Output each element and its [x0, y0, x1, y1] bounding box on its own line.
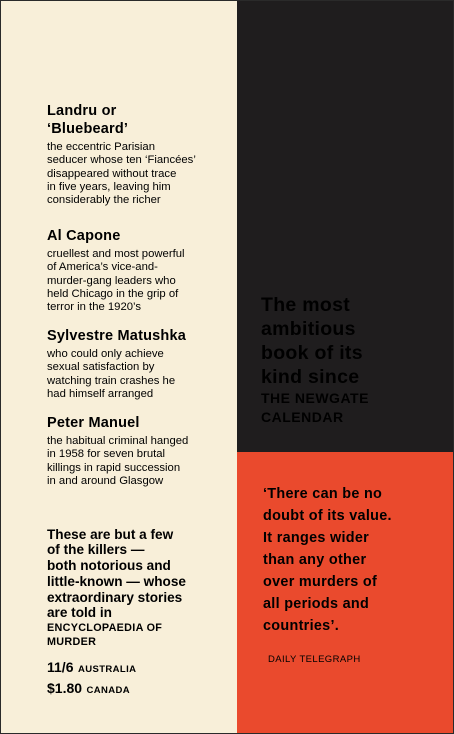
killer-name: Sylvestre Matushka [47, 328, 186, 344]
book-title: ENCYCLOPAEDIA OF MURDER [47, 621, 163, 648]
price-region: AUSTRALIA [77, 664, 137, 675]
killer-entry-matushka [47, 327, 233, 401]
killer-description: cruellest and most powerful of America’s vice-and- murder-gang leaders who held Chicago in the grip of terror in the 1920’s [47, 248, 185, 314]
killer-description: who could only achieve sexual satisfaction by watching train crashes he had himself arranged [47, 348, 176, 400]
tagline-text: The most ambitious book of its kind since [261, 294, 363, 388]
killer-name: Landru or ‘Bluebeard’ [47, 103, 129, 137]
killer-description: the habitual criminal hanged in 1958 for seven brutal killings in rapid succession in and around Glasgow [47, 435, 189, 487]
price-canada [47, 680, 233, 698]
killer-description: the eccentric Parisian seducer whose ten ‘Fiancées’ disappeared without trace in five years, leaving him considerably the richer [47, 141, 196, 207]
summary-text [47, 511, 233, 665]
price-region: CANADA [86, 685, 131, 696]
tagline-reference: THE NEWGATE CALENDAR [261, 390, 369, 425]
killer-entry-manuel [47, 414, 233, 488]
summary-body: These are but a few of the killers — both notorious and little-known — whose extraordinary stories are told in [47, 526, 186, 621]
killer-entry-landru [47, 102, 233, 207]
tagline [261, 269, 451, 451]
killer-entry-capone [47, 227, 233, 314]
price-amount: $1.80 [47, 680, 83, 696]
killer-name: Al Capone [47, 228, 121, 244]
price-amount: 11/6 [47, 659, 74, 675]
review-quote: ‘There can be no doubt of its value. It ranges wider than any other over murders of all periods and countries’. [263, 486, 392, 634]
review-source: DAILY TELEGRAPH [268, 654, 361, 665]
killer-name: Peter Manuel [47, 415, 140, 431]
price-australia [47, 659, 233, 677]
